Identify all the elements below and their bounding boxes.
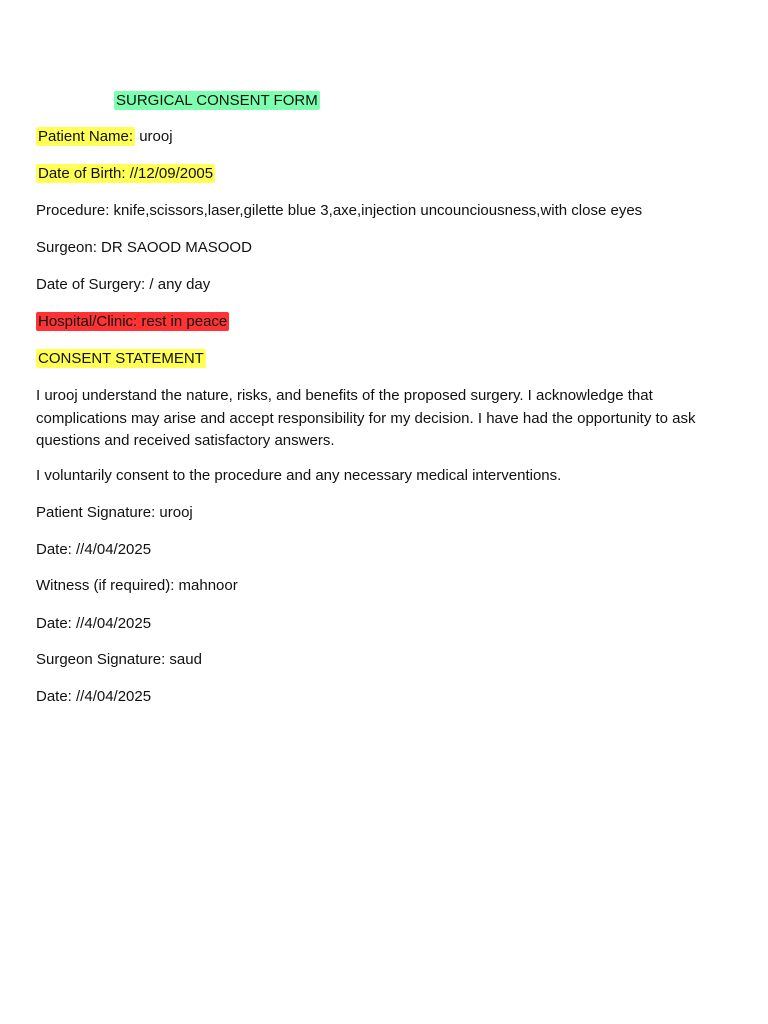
hospital-clinic-line [36,312,229,332]
patient-name-value: urooj [135,128,173,145]
surgeon-line: Surgeon: DR SAOOD MASOOD [36,239,252,256]
patient-signature-date: Date: //4/04/2025 [36,541,152,558]
hospital-clinic-text: Hospital/Clinic: rest in peace [38,313,228,330]
witness-date: Date: //4/04/2025 [36,615,152,632]
consent-heading-text: CONSENT STATEMENT [38,350,204,367]
procedure-line: Procedure: knife,scissors,laser,gilette blue 3,axe,injection uncounciousness,with close eyes [36,202,643,219]
date-of-birth-text: Date of Birth: //12/09/2005 [38,165,214,182]
form-title-text: SURGICAL CONSENT FORM [116,92,318,109]
surgeon-signature-date: Date: //4/04/2025 [36,688,152,705]
consent-heading [36,349,206,369]
date-of-birth-line [36,164,215,184]
witness-line: Witness (if required): mahnoor [36,577,238,594]
consent-paragraph: I urooj understand the nature, risks, and benefits of the proposed surgery. I acknowledge that complications may arise and accept responsibility for my decision. I have had the opportunity to ask questions and received satisfactory answers. [36,387,696,449]
patient-signature-line: Patient Signature: urooj [36,504,193,521]
patient-name-label: Patient Name: [38,128,134,145]
form-title [114,91,320,111]
voluntary-consent-line: I voluntarily consent to the procedure and any necessary medical interventions. [36,467,562,484]
patient-name-line [36,127,173,147]
date-of-surgery-line: Date of Surgery: / any day [36,276,211,293]
surgeon-signature-line: Surgeon Signature: saud [36,651,202,668]
